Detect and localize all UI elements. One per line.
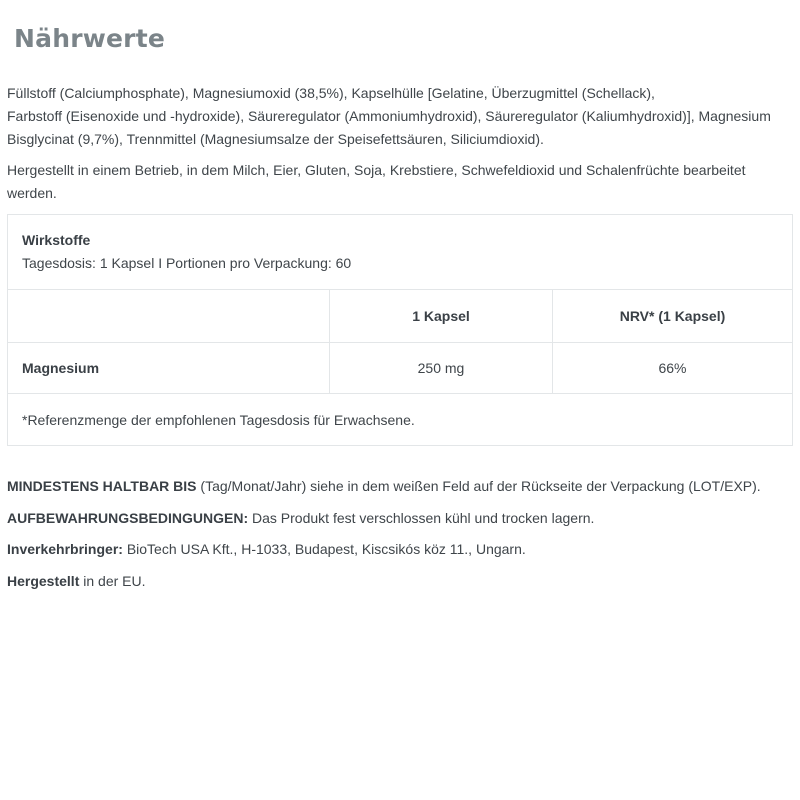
info-label: MINDESTENS HALTBAR BIS <box>7 478 197 494</box>
allergen-notice <box>7 159 793 205</box>
ingredients-line: Füllstoff (Calciumphosphate), Magnesiumoxid (38,5%), Kapselhülle [Gelatine, Überzugmittel (Schellack), <box>7 85 655 101</box>
allergen-line: Hergestellt in einem Betrieb, in dem Milch, Eier, Gluten, Soja, Krebstiere, Schwefeldioxid und Schalenfrüchte bearbeitet <box>7 162 746 178</box>
column-header-amount: 1 Kapsel <box>330 290 553 342</box>
storage-info <box>7 510 594 526</box>
table-column-header-row <box>8 290 792 343</box>
info-label: AUFBEWAHRUNGSBEDINGUNGEN: <box>7 510 249 526</box>
table-footnote: *Referenzmenge der empfohlenen Tagesdosis für Erwachsene. <box>22 412 415 428</box>
ingredients-text <box>7 82 793 151</box>
info-text: Das Produkt fest verschlossen kühl und trocken lagern. <box>248 510 595 526</box>
table-header <box>8 215 792 290</box>
column-header-nrv: NRV* (1 Kapsel) <box>619 308 726 324</box>
nutrition-table <box>7 214 793 446</box>
ingredients-line: Farbstoff (Eisenoxide und -hydroxide), Säureregulator (Ammoniumhydroxid), Säureregulator (Kaliumhydroxid)], Magnesium <box>7 108 771 124</box>
info-text: BioTech USA Kft., H-1033, Budapest, Kiscsikós köz 11., Ungarn. <box>122 541 526 557</box>
table-header-subtitle: Tagesdosis: 1 Kapsel I Portionen pro Verpackung: 60 <box>22 255 352 271</box>
origin-info <box>7 573 146 589</box>
info-text: in der EU. <box>79 573 146 589</box>
best-before-info <box>7 478 761 494</box>
table-header-title: Wirkstoffe <box>22 232 91 248</box>
nutrient-amount: 250 mg <box>330 343 553 393</box>
allergen-line: werden. <box>7 185 57 201</box>
info-label: Hergestellt <box>7 573 80 589</box>
column-header-name <box>8 290 330 342</box>
table-row <box>8 343 792 394</box>
nutrient-nrv: 66% <box>658 360 687 376</box>
info-label: Inverkehrbringer: <box>7 541 123 557</box>
info-text: (Tag/Monat/Jahr) siehe in dem weißen Feld auf der Rückseite der Verpackung (LOT/EXP). <box>196 478 761 494</box>
ingredients-line: Bisglycinat (9,7%), Trennmittel (Magnesiumsalze der Speisefettsäuren, Siliciumdioxid). <box>7 131 544 147</box>
nutrient-name: Magnesium <box>8 343 330 393</box>
page-title: Nährwerte <box>14 24 166 53</box>
distributor-info <box>7 541 526 557</box>
